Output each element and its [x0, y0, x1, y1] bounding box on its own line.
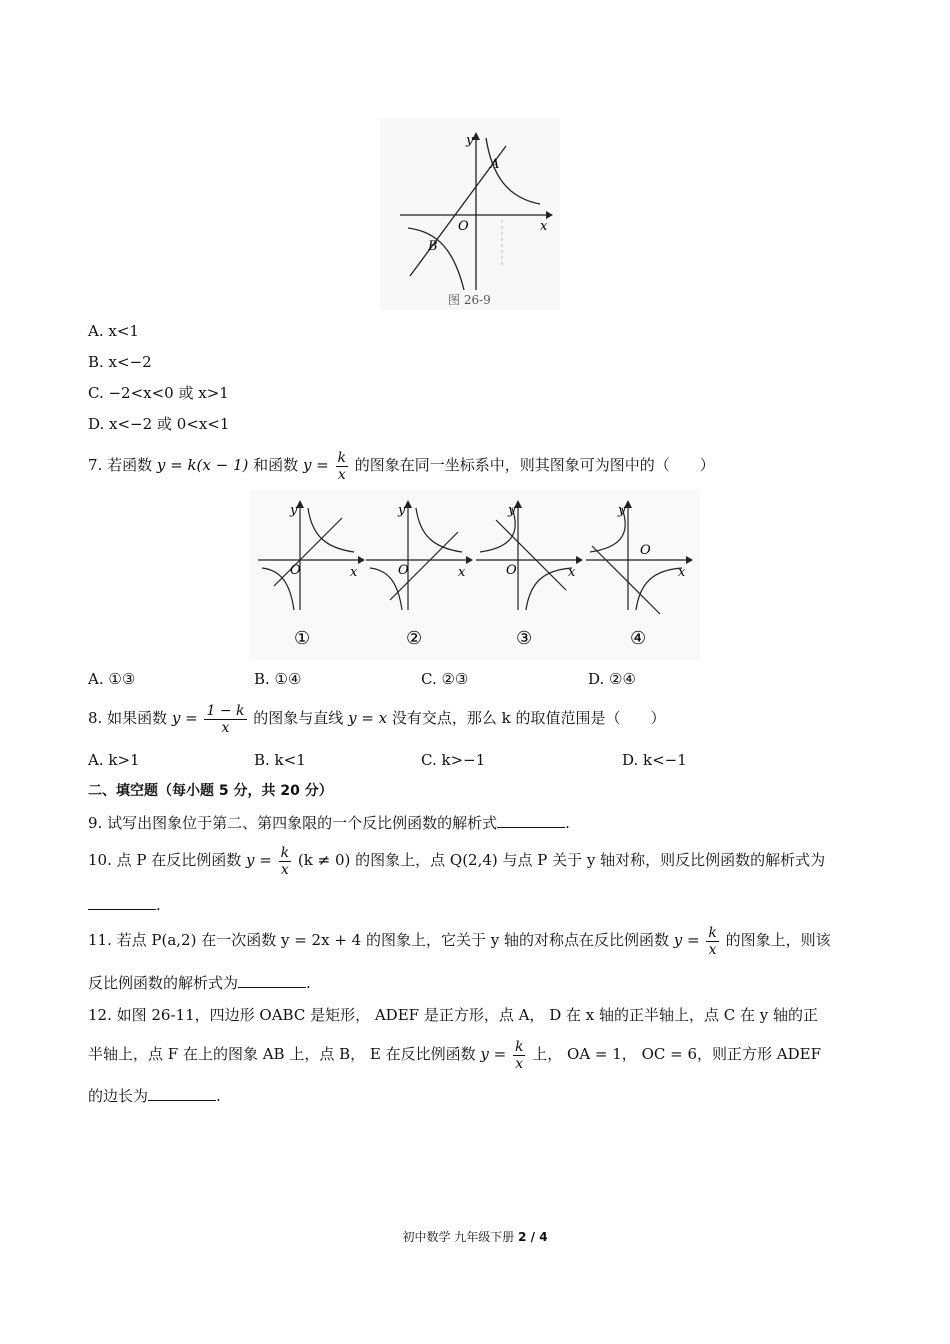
q8-line-eq: y = x — [348, 709, 388, 727]
q7-g1-o: O — [290, 563, 301, 578]
q11-text-suffix: 的图象上，则该 — [725, 931, 831, 949]
q7-g2-o: O — [398, 563, 409, 578]
q11-line2-text: 反比例函数的解析式为 — [88, 974, 239, 992]
q7-func2-fraction: $\frac{k}{x}$ — [337, 449, 347, 483]
q6-option-d: D. x<−2 或 0<x<1 — [88, 415, 230, 433]
q7-g1-y: y — [290, 503, 298, 518]
q10-answer-line: . — [88, 895, 161, 915]
footer-text: 初中数学 九年级下册 — [402, 1230, 515, 1244]
q8-option-d: D. k<−1 — [622, 751, 687, 769]
q8-option-a: A. k>1 — [88, 751, 140, 769]
q7-text-suffix: 的图象在同一坐标系中，则其图象可为图中的（ ） — [354, 456, 715, 474]
fig-26-9-y-label: y — [466, 133, 474, 148]
q12-line2-suffix: 上， OA = 1， OC = 6，则正方形 ADEF — [532, 1045, 821, 1063]
q7-option-a: A. ①③ — [88, 670, 136, 688]
q7-g4-y: y — [618, 503, 626, 518]
q8-func-fraction: $\frac{1 - k}{x}$ — [206, 702, 245, 736]
q12-line-1: 12. 如图 26-11，四边形 OABC 是矩形， ADEF 是正方形，点 A， D 在 x 轴的正半轴上，点 C 在 y 轴的正 — [88, 1006, 819, 1024]
q12-line2-prefix: 半轴上，点 F 在上的图象 AB 上，点 B， E 在反比例函数 — [88, 1045, 476, 1063]
q7-graph-4-label: ④ — [630, 628, 647, 649]
q8-option-c: C. k>−1 — [421, 751, 486, 769]
section-2-heading: 二、填空题（每小题 5 分，共 20 分） — [88, 783, 333, 799]
q11-text-prefix: 11. 若点 P(a,2) 在一次函数 y = 2x + 4 的图象上，它关于 y 轴的对称点在反比例函数 — [88, 931, 669, 949]
q9-stem: 9. 试写出图象位于第二、第四象限的一个反比例函数的解析式 . — [88, 814, 570, 832]
q7-g4-o: O — [640, 543, 651, 558]
q10-text-prefix: 10. 点 P 在反比例函数 — [88, 851, 242, 869]
q7-g3-x: x — [568, 565, 576, 580]
q10-stem — [88, 842, 825, 878]
q11-func-lhs: y = — [673, 931, 700, 949]
q11-answer-blank[interactable] — [238, 973, 306, 988]
fig-26-9-origin-label: O — [458, 219, 469, 234]
q6-option-c: C. −2<x<0 或 x>1 — [88, 384, 229, 402]
q7-g2-x: x — [458, 565, 466, 580]
q10-text-suffix: 的图象上，点 Q(2,4) 与点 P 关于 y 轴对称，则反比例函数的解析式为 — [355, 851, 826, 869]
q7-g4-x: x — [678, 565, 686, 580]
q7-option-c: C. ②③ — [421, 670, 469, 688]
q12-func-fraction: $\frac{k}{x}$ — [515, 1038, 524, 1072]
figure-26-9 — [380, 118, 560, 310]
q6-option-a: A. x<1 — [88, 322, 139, 340]
q6-option-b: B. x<−2 — [88, 353, 152, 371]
q8-text-mid: 的图象与直线 — [253, 709, 344, 727]
q7-graph-1-label: ① — [294, 628, 311, 649]
fig-26-9-point-a-label: A — [490, 157, 500, 172]
q12-line-3: 的边长为 . — [88, 1087, 221, 1105]
q8-stem — [88, 700, 666, 736]
q12-line-2 — [88, 1036, 821, 1072]
q8-option-b: B. k<1 — [254, 751, 306, 769]
fig-26-9-x-label: x — [540, 219, 548, 234]
page-number: 2 / 4 — [518, 1230, 548, 1244]
q9-answer-blank[interactable] — [497, 813, 565, 828]
q11-func-fraction: $\frac{k}{x}$ — [708, 924, 717, 958]
q7-graph-3-label: ③ — [516, 628, 533, 649]
q7-g3-y: y — [508, 503, 516, 518]
page-footer — [0, 1228, 950, 1245]
q11-stem — [88, 922, 831, 958]
q8-text-prefix: 8. 如果函数 — [88, 709, 168, 727]
fig-26-9-caption: 图 26-9 — [448, 293, 491, 307]
q7-g3-o: O — [506, 563, 517, 578]
q7-func2-lhs: y = — [302, 456, 329, 474]
q7-g1-x: x — [350, 565, 358, 580]
q12-line3-text: 的边长为 — [88, 1087, 149, 1105]
q7-g2-y: y — [398, 503, 406, 518]
q8-func-lhs: y = — [171, 709, 198, 727]
q7-stem — [88, 448, 715, 483]
q7-func1: y = k(x − 1) — [156, 456, 249, 474]
q7-graphs — [250, 490, 700, 660]
q10-func-lhs: y = — [246, 851, 272, 869]
q7-option-d: D. ②④ — [588, 670, 636, 688]
q7-text-prefix: 7. 若函数 — [88, 456, 153, 474]
q11-line-2: 反比例函数的解析式为 . — [88, 974, 311, 992]
q9-text: 9. 试写出图象位于第二、第四象限的一个反比例函数的解析式 — [88, 814, 498, 832]
q12-answer-blank[interactable] — [148, 1086, 216, 1101]
q10-func-fraction: $\frac{k}{x}$ — [280, 844, 290, 878]
q7-option-b: B. ①④ — [254, 670, 302, 688]
q8-text-suffix: 没有交点，那么 k 的取值范围是（ ） — [391, 709, 666, 727]
q10-condition: (k ≠ 0) — [297, 851, 351, 869]
q10-answer-blank[interactable] — [88, 895, 156, 910]
q12-func-lhs: y = — [480, 1045, 507, 1063]
q7-graph-2-label: ② — [406, 628, 423, 649]
q7-text-mid: 和函数 — [253, 456, 299, 474]
fig-26-9-point-b-label: B — [428, 239, 438, 254]
